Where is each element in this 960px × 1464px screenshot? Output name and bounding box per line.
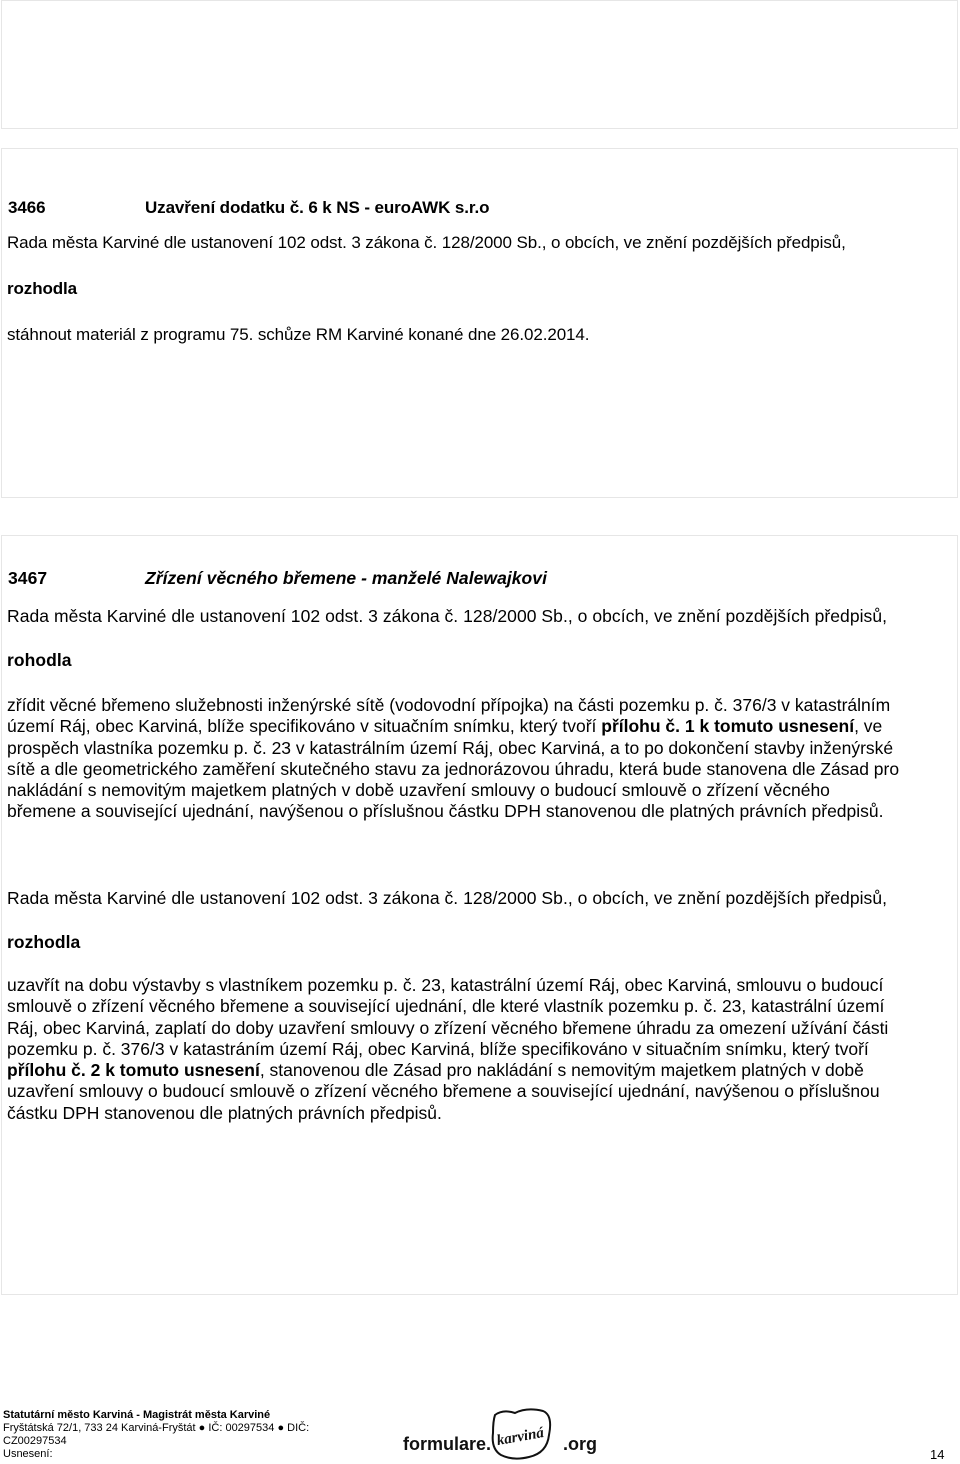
- decision-paragraph-1: [7, 695, 953, 823]
- top-empty-box: [1, 0, 958, 129]
- resolution-preamble: Rada města Karviné dle ustanovení 102 odst. 3 zákona č. 128/2000 Sb., o obcích, ve znění pozdějších předpisů,: [7, 233, 846, 252]
- footer-org: Statutární město Karviná - Magistrát města Karviné: [3, 1409, 271, 1421]
- paragraph-line: břemene a související ujednání, navýšenou o příslušnou částku DPH stanovenou dle platných právních předpisů.: [7, 801, 884, 822]
- decision-paragraph-2: [7, 975, 953, 1124]
- logo-text-mid: karviná: [495, 1425, 546, 1450]
- resolution-number: 3466: [8, 198, 46, 217]
- decision-word: rohodla: [7, 650, 72, 670]
- resolution-number: 3467: [8, 568, 48, 588]
- attachment-reference: přílohu č. 1 k tomuto usnesení: [601, 716, 855, 737]
- paragraph-line: pozemku p. č. 376/3 v katastráním území Ráj, obec Karviná, blíže specifikováno v situačním snímku, který tvoří: [7, 1038, 869, 1059]
- paragraph-line: sítě a dle geometrického zaměření skutečného stavu za jednorázovou úhradu, která bude stanovena dle Zásad pro: [7, 758, 900, 779]
- formulare-karvina-logo: [403, 1405, 615, 1463]
- resolution-preamble-2: Rada města Karviné dle ustanovení 102 odst. 3 zákona č. 128/2000 Sb., o obcích, ve znění pozdějších předpisů,: [7, 888, 888, 908]
- paragraph-line: Ráj, obec Karviná, zaplatí do doby uzavření smlouvy o zřízení věcného břemene úhradu za omezení užívání části: [7, 1017, 889, 1038]
- resolution-title: Uzavření dodatku č. 6 k NS - euroAWK s.r.o: [145, 198, 490, 217]
- footer-address: Fryštátská 72/1, 733 24 Karviná-Fryštát ● IČ: 00297534 ● DIČ:: [3, 1422, 310, 1434]
- paragraph-line: území Ráj, obec Karviná, blíže specifikováno v situačním snímku, který tvoří přílohu č. 1 k tomuto usnesení, ve: [7, 716, 883, 737]
- attachment-reference: přílohu č. 2 k tomuto usnesení: [7, 1060, 260, 1081]
- paragraph-line: prospěch vlastníka pozemku p. č. 23 v katastrálním území Ráj, obec Karviná, a to po dokončení stavby inženýrské: [7, 737, 894, 758]
- footer-info: [3, 1409, 309, 1461]
- resolution-preamble: Rada města Karviné dle ustanovení 102 odst. 3 zákona č. 128/2000 Sb., o obcích, ve znění pozdějších předpisů,: [7, 606, 888, 626]
- paragraph-line: zřídit věcné břemeno služebnosti inženýrské sítě (vodovodní přípojka) na části pozemku p. č. 376/3 v katastrálním: [7, 695, 891, 715]
- resolution-title: Zřízení věcného břemene - manželé Nalewajkovi: [145, 568, 547, 588]
- footer-dic: CZ00297534: [3, 1435, 67, 1447]
- footer-usneseni-label: Usnesení:: [3, 1448, 53, 1460]
- page-number: 14: [930, 1447, 945, 1462]
- paragraph-line: přílohu č. 2 k tomuto usnesení, stanovenou dle Zásad pro nakládání s nemovitým majetkem platných v době: [7, 1060, 864, 1081]
- paragraph-line: částku DPH stanovenou dle platných právních předpisů.: [7, 1102, 442, 1123]
- logo-text-left: formulare.: [403, 1434, 492, 1454]
- paragraph-line: uzavření smlouvy o budoucí smlouvě o zřízení věcného břemene a související ujednání, navýšenou o příslušnou: [7, 1081, 880, 1102]
- paragraph-line: smlouvě o zřízení věcného břemene a související ujednání, dle které vlastník pozemku p. č. 23, katastrální území: [7, 996, 885, 1017]
- paragraph-line: uzavřít na dobu výstavby s vlastníkem pozemku p. č. 23, katastrální území Ráj, obec Karviná, smlouvu o budoucí: [7, 975, 884, 995]
- decision-word: rozhodla: [7, 279, 78, 298]
- logo-text-right: .org: [563, 1434, 597, 1454]
- resolution-3467-box: [1, 535, 958, 1295]
- paragraph-line: nakládání s nemovitým majetkem platných v době uzavření smlouvy o budoucí smlouvě o zřízení věcného: [7, 780, 830, 801]
- decision-text: stáhnout materiál z programu 75. schůze RM Karviné konané dne 26.02.2014.: [7, 325, 590, 344]
- decision-word-2: rozhodla: [7, 932, 81, 952]
